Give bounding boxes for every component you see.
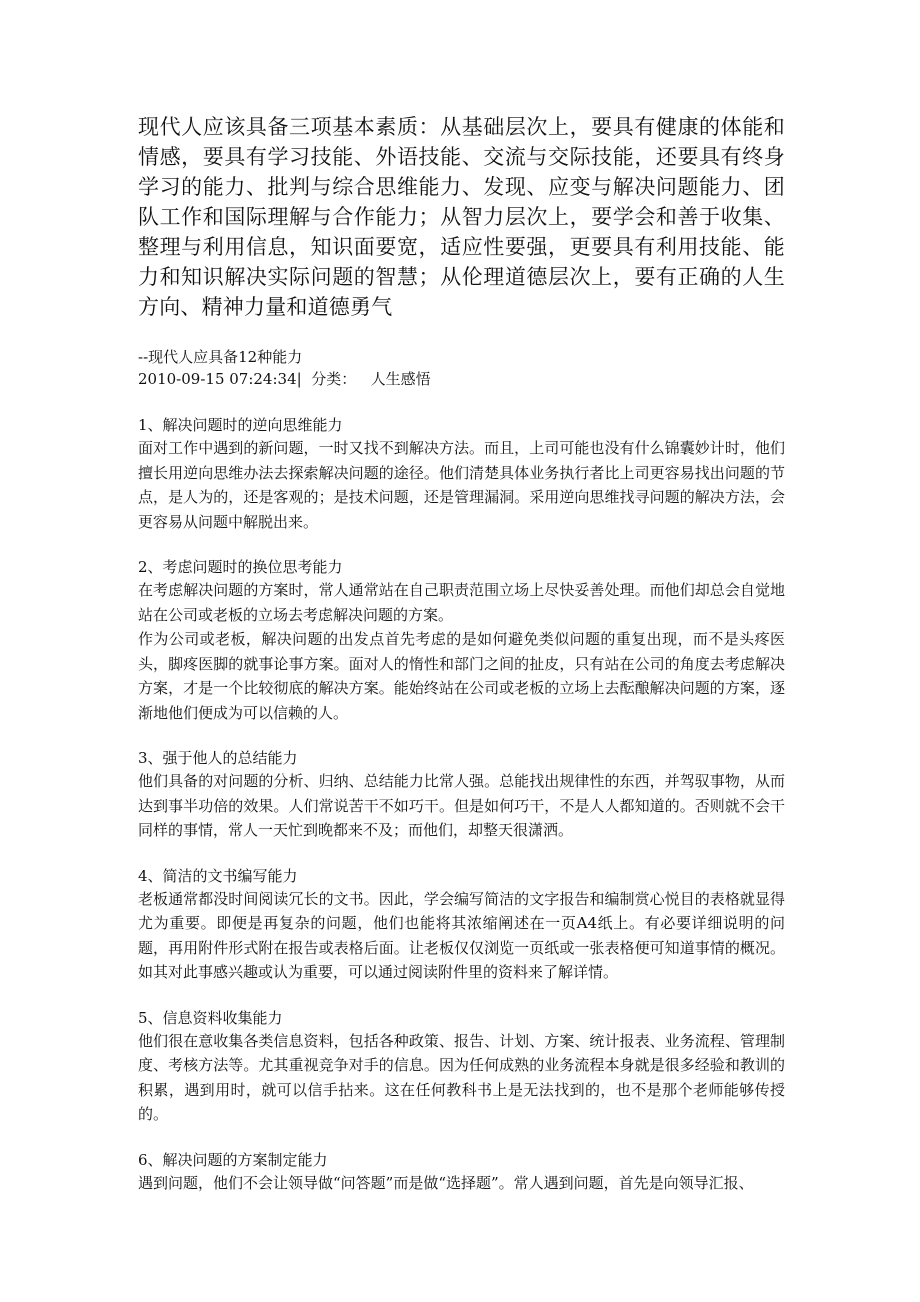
section — [138, 414, 785, 534]
section-title: 6、解决问题的方案制定能力 — [138, 1150, 328, 1169]
section — [138, 1149, 785, 1196]
section-title: 5、信息资料收集能力 — [138, 1008, 283, 1027]
category-value: 人生感悟 — [370, 370, 431, 388]
section — [138, 556, 785, 725]
intro-paragraph: 现代人应该具备三项基本素质：从基础层次上，要具有健康的体能和情感，要具有学习技能、外语技能、交流与交际技能，还要具有终身学习的能力、批判与综合思维能力、发现、应变与解决问题能力、团队工作和国际理解与合作能力；从智力层次上，要学会和善于收集、整理与利用信息，知识面要宽，适应性要强，更要具有利用技能、能力和知识解决实际问题的智慧；从伦理道德层次上，要有正确的人生方向、精神力量和道德勇气 — [138, 115, 785, 319]
section-paragraph: 他们具备的对问题的分析、归纳、总结能力比常人强。总能找出规律性的东西，并驾驭事物，从而达到事半功倍的效果。人们常说苦干不如巧干。但是如何巧干，不是人人都知道的。否则就不会干同样的事情，常人一天忙到晚都来不及；而他们，却整天很潇洒。 — [138, 772, 785, 839]
section-paragraph: 遇到问题，他们不会让领导做“问答题”而是做“选择题”。常人遇到问题，首先是向领导汇报、 — [138, 1173, 754, 1192]
document-page — [138, 0, 785, 1217]
section-paragraph: 他们很在意收集各类信息资料，包括各种政策、报告、计划、方案、统计报表、业务流程、管理制度、考核方法等。尤其重视竞争对手的信息。因为任何成熟的业务流程本身就是很多经验和教训的积累，遇到用时，就可以信手拈来。这在任何教科书上是无法找到的，也不是那个老师能够传授的。 — [138, 1031, 785, 1123]
section-paragraph: 面对工作中遇到的新问题，一时又找不到解决方法。而且，上司可能也没有什么锦囊妙计时，他们擅长用逆向思维办法去探索解决问题的途径。他们清楚具体业务执行者比上司更容易找出问题的节点，是人为的，还是客观的；是技术问题，还是管理漏洞。采用逆向思维找寻问题的解决方法，会更容易从问题中解脱出来。 — [138, 439, 785, 531]
post-meta — [138, 346, 785, 390]
post-info — [138, 368, 785, 390]
source-title: --现代人应具备12种能力 — [138, 348, 303, 366]
sections-list — [138, 414, 785, 1195]
section-title: 1、解决问题时的逆向思维能力 — [138, 416, 343, 434]
section-title: 3、强于他人的总结能力 — [138, 749, 298, 767]
timestamp: 2010-09-15 07:24:34| — [138, 370, 302, 388]
category-label: 分类： — [311, 370, 357, 388]
section — [138, 1007, 785, 1127]
section-title: 4、简洁的文书编写能力 — [138, 866, 298, 885]
section — [138, 865, 785, 985]
section-paragraph: 老板通常都没时间阅读冗长的文书。因此，学会编写简洁的文字报告和编制赏心悦目的表格就显得尤为重要。即便是再复杂的问题，他们也能将其浓缩阐述在一页A4纸上。有必要详细说明的问题，再用附件形式附在报告或表格后面。让老板仅仅浏览一页纸或一张表格便可知道事情的概况。如其对此事感兴趣或认为重要，可以通过阅读附件里的资料来了解详情。 — [138, 889, 785, 981]
section-paragraph: 在考虑解决问题的方案时，常人通常站在自己职责范围立场上尽快妥善处理。而他们却总会自觉地站在公司或老板的立场去考虑解决问题的方案。 — [138, 581, 785, 624]
section-title: 2、考虑问题时的换位思考能力 — [138, 558, 343, 576]
section — [138, 747, 785, 843]
section-paragraph: 作为公司或老板，解决问题的出发点首先考虑的是如何避免类似问题的重复出现，而不是头疼医头，脚疼医脚的就事论事方案。面对人的惰性和部门之间的扯皮，只有站在公司的角度去考虑解决方案，才是一个比较彻底的解决方案。能始终站在公司或老板的立场上去酝酿解决问题的方案，逐渐地他们便成为可以信赖的人。 — [138, 630, 785, 722]
